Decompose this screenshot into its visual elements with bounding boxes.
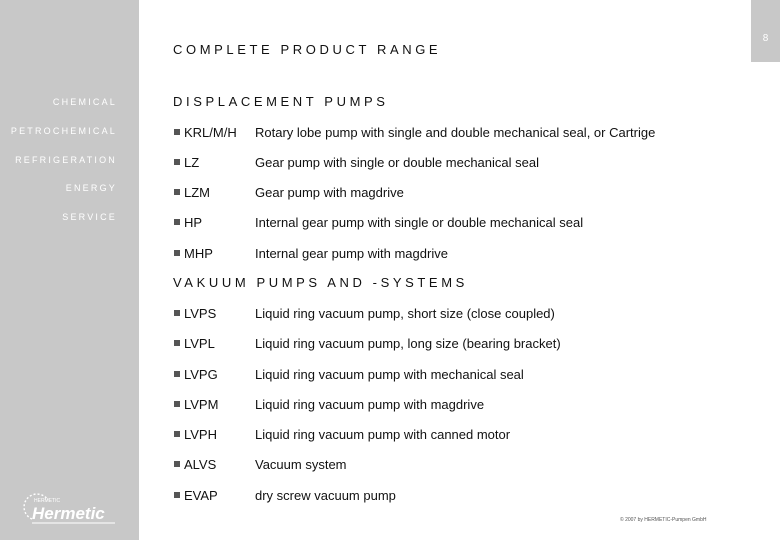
product-code: MHP [184, 246, 213, 261]
bullet-icon [174, 401, 180, 407]
sidebar-item-energy[interactable]: ENERGY [65, 183, 117, 193]
product-description: Gear pump with magdrive [255, 185, 404, 200]
product-description: Rotary lobe pump with single and double mechanical seal, or Cartrige [255, 125, 656, 140]
bullet-icon [174, 219, 180, 225]
product-code: LVPG [184, 367, 218, 382]
bullet-icon [174, 310, 180, 316]
sidebar-item-chemical[interactable]: CHEMICAL [52, 97, 117, 107]
product-description: Vacuum system [255, 457, 347, 472]
product-code: KRL/M/H [184, 125, 237, 140]
product-description: Liquid ring vacuum pump with canned motor [255, 427, 511, 442]
bullet-icon [174, 159, 180, 165]
page-title: COMPLETE PRODUCT RANGE [173, 42, 442, 57]
bullet-icon [174, 431, 180, 437]
hermetic-logo [18, 492, 118, 526]
product-description: Liquid ring vacuum pump, long size (bearing bracket) [255, 336, 561, 351]
sidebar-item-petrochemical[interactable]: PETROCHEMICAL [10, 126, 117, 136]
product-code: LVPH [184, 427, 217, 442]
product-description: Liquid ring vacuum pump, short size (close coupled) [255, 306, 555, 321]
product-description: Gear pump with single or double mechanical seal [255, 155, 539, 170]
product-description: Liquid ring vacuum pump with magdrive [255, 397, 485, 412]
bullet-icon [174, 250, 180, 256]
product-description: Internal gear pump with magdrive [255, 246, 448, 261]
product-description: Internal gear pump with single or double mechanical seal [255, 215, 584, 230]
sidebar-item-service[interactable]: SERVICE [62, 212, 117, 222]
product-code: LZ [184, 155, 200, 170]
logo-text: Hermetic [32, 504, 105, 523]
displacement-pumps-heading: DISPLACEMENT PUMPS [173, 94, 389, 109]
product-description: dry screw vacuum pump [255, 488, 396, 503]
bullet-icon [174, 340, 180, 346]
bullet-icon [174, 189, 180, 195]
logo-small-text: HERMETIC [34, 498, 61, 504]
bullet-icon [174, 371, 180, 377]
bullet-icon [174, 461, 180, 467]
product-code: LVPM [184, 397, 219, 412]
copyright: © 2007 by HERMETIC-Pumpen GmbH [620, 517, 707, 523]
sidebar-item-refrigeration[interactable]: REFRIGERATION [15, 155, 117, 165]
bullet-icon [174, 129, 180, 135]
page-number: 8 [762, 33, 769, 44]
product-code: ALVS [184, 457, 217, 472]
page-number-tab [751, 0, 780, 62]
product-code: LZM [184, 185, 210, 200]
vakuum-pumps-heading: VAKUUM PUMPS AND -SYSTEMS [173, 275, 468, 290]
sidebar [0, 0, 139, 540]
product-code: LVPL [184, 336, 215, 351]
product-code: EVAP [184, 488, 218, 503]
bullet-icon [174, 492, 180, 498]
product-description: Liquid ring vacuum pump with mechanical seal [255, 367, 524, 382]
product-code: LVPS [184, 306, 217, 321]
product-code: HP [184, 215, 203, 230]
